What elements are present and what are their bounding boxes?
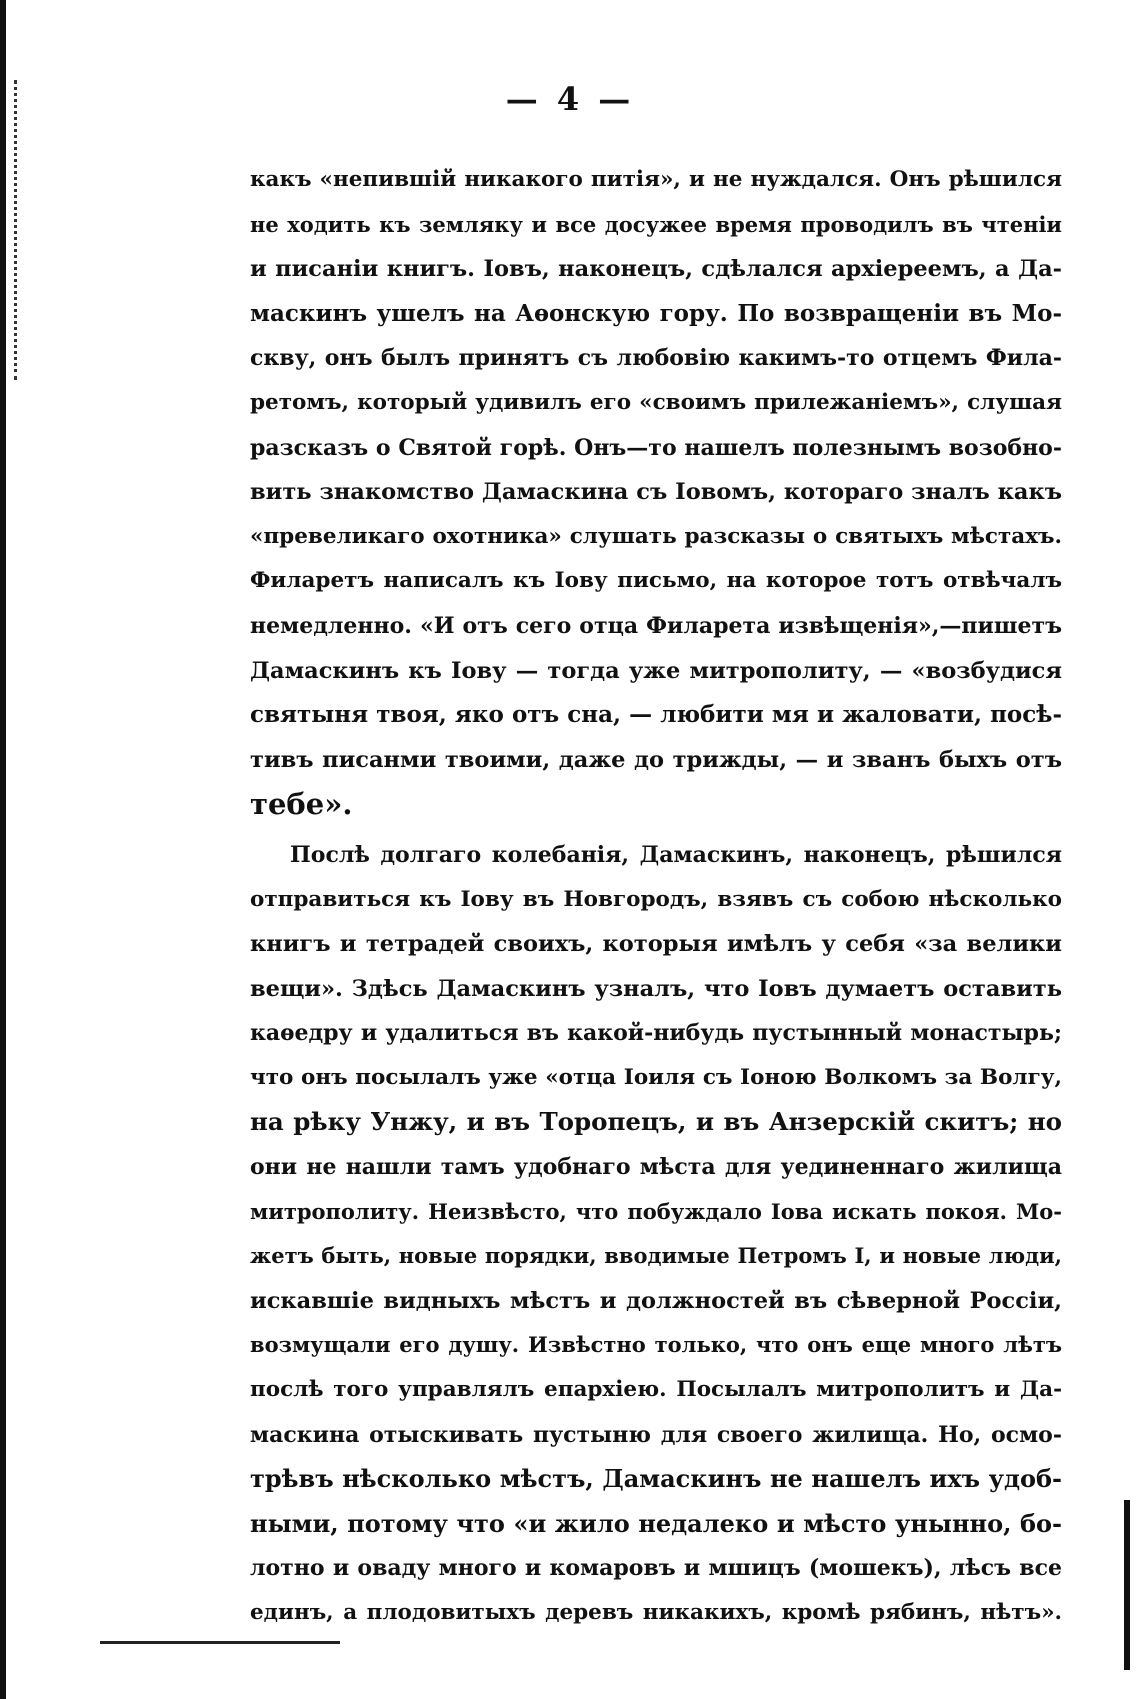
- text-line: тивъ писанми твоими, даже до трижды, — и званъ быхъ отъ: [250, 746, 1062, 773]
- text-line: скву, онъ былъ принятъ съ любовію какимъ-то отцемъ Фила-: [250, 345, 1062, 372]
- text-line: Послѣ долгаго колебанія, Дамаскинъ, наконецъ, рѣшился: [290, 841, 1062, 868]
- text-line: каѳедру и удалиться въ какой-нибудь пустынный монастырь;: [250, 1020, 1062, 1047]
- paragraph-2: [250, 833, 1062, 1636]
- text-line: на рѣку Унжу, и въ Торопецъ, и въ Анзерскій скитъ; но: [250, 1107, 1062, 1137]
- text-line: они не нашли тамъ удобнаго мѣста для уединеннаго жилища: [250, 1154, 1062, 1181]
- text-line: вещи». Здѣсь Дамаскинъ узналъ, что Іовъ думаетъ оставить: [250, 975, 1062, 1002]
- page-number: — 4 —: [505, 80, 635, 118]
- text-line: вить знакомство Дамаскина съ Іовомъ, котораго зналъ какъ: [250, 479, 1062, 506]
- text-line: жетъ быть, новые порядки, вводимые Петромъ I, и новые люди,: [250, 1243, 1062, 1269]
- text-line: маскина отыскивать пустыню для своего жилища. Но, осмо-: [250, 1421, 1062, 1448]
- text-line: и писаніи книгъ. Іовъ, наконецъ, сдѣлался архіереемъ, а Да-: [250, 256, 1062, 283]
- text-line: немедленно. «И отъ сего отца Филарета извѣщенія»,—пишетъ: [250, 612, 1062, 639]
- text-line: Филаретъ написалъ къ Іову письмо, на которое тотъ отвѣчалъ: [250, 568, 1062, 594]
- text-line: святыня твоя, яко отъ сна, — любити мя и жаловати, посѣ-: [250, 701, 1062, 729]
- text-line: отправиться къ Іову въ Новгородъ, взявъ съ собою нѣсколько: [250, 886, 1062, 912]
- footnote-rule: [100, 1641, 340, 1644]
- text-line: возмущали его душу. Извѣстно только, что онъ еще много лѣтъ: [250, 1332, 1062, 1358]
- text-line: единъ, а плодовитыхъ деревъ никакихъ, кромѣ рябинъ, нѣтъ».: [250, 1600, 1062, 1625]
- text-line: «превеликаго охотника» слушать разсказы о святыхъ мѣстахъ.: [250, 523, 1062, 549]
- text-line: маскинъ ушелъ на Аѳонскую гору. По возвращеніи въ Мо-: [250, 299, 1062, 327]
- text-line: ретомъ, который удивилъ его «своимъ прилежаніемъ», слушая: [250, 389, 1062, 415]
- text-line: не ходить къ земляку и все досужее время проводилъ въ чтеніи: [250, 211, 1062, 237]
- scan-edge-marks: [14, 80, 20, 380]
- text-line: Дамаскинъ къ Іову — тогда уже митрополиту, — «возбудися: [250, 657, 1062, 684]
- text-line: митрополиту. Неизвѣсто, что побуждало Іова искать покоя. Мо-: [250, 1198, 1062, 1224]
- text-line: что онъ посылалъ уже «отца Іоиля съ Іоною Волкомъ за Волгу,: [250, 1064, 1062, 1090]
- page-body-text: [250, 158, 1062, 1636]
- text-line: ными, потому что «и жило недалеко и мѣсто унынно, бо-: [250, 1508, 1062, 1538]
- text-line: книгъ и тетрадей своихъ, которыя имѣлъ у себя «за велики: [250, 931, 1062, 958]
- text-line: какъ «непившій никакого питія», и не нуждался. Онъ рѣшился: [250, 167, 1062, 192]
- scan-edge-left: [0, 0, 6, 1699]
- text-line: разсказъ о Святой горѣ. Онъ—то нашелъ полезнымъ возобно-: [250, 434, 1062, 461]
- scan-edge-right: [1124, 1500, 1130, 1670]
- paragraph-1: [250, 158, 1062, 827]
- text-line: искавшіе видныхъ мѣстъ и должностей въ сѣверной Россіи,: [250, 1287, 1062, 1314]
- text-line: трѣвъ нѣсколько мѣстъ, Дамаскинъ не нашелъ ихъ удоб-: [250, 1464, 1062, 1494]
- text-line: послѣ того управлялъ епархіею. Посылалъ митрополитъ и Да-: [250, 1377, 1062, 1403]
- text-line: лотно и оваду много и комаровъ и мшицъ (мошекъ), лѣсъ все: [250, 1555, 1062, 1582]
- text-line: тебе».: [250, 787, 353, 822]
